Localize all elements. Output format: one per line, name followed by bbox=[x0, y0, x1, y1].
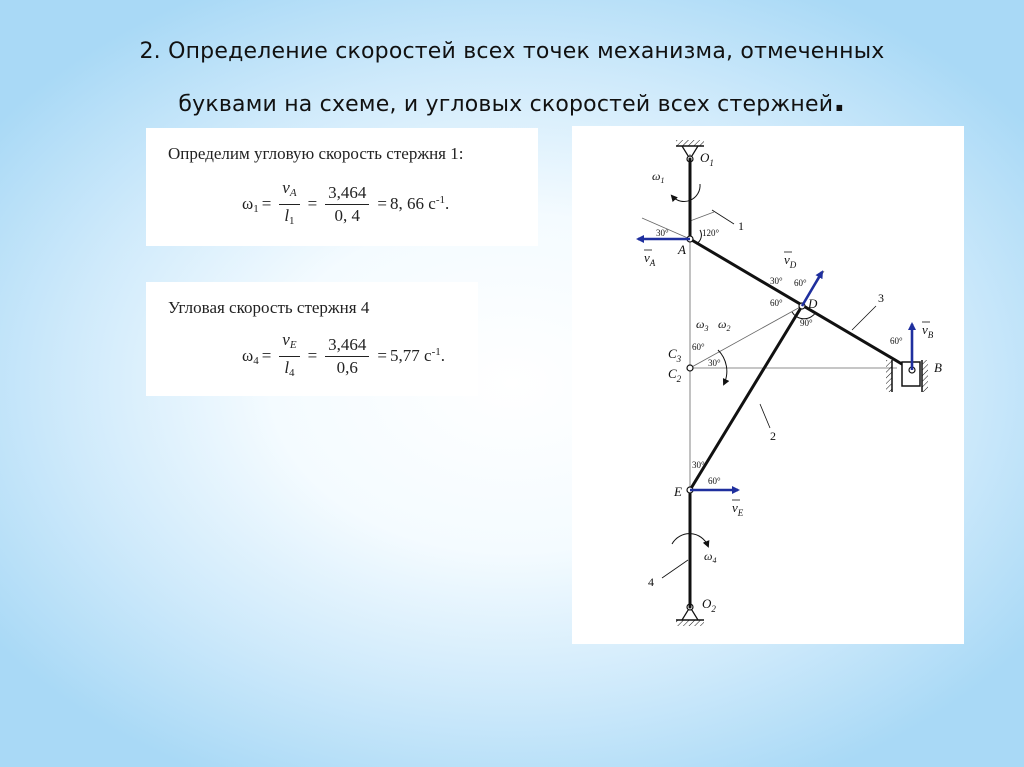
label-c2: $C_2$ bbox=[668, 366, 682, 384]
slider-b bbox=[886, 360, 928, 392]
angle-a-120: 120° bbox=[702, 228, 720, 238]
label-e: E bbox=[674, 484, 682, 499]
label-omega-4: $\omega_4$ bbox=[704, 549, 717, 565]
label-d: D bbox=[808, 296, 818, 311]
angle-c-60: 60° bbox=[692, 342, 705, 352]
angle-c-30: 30° bbox=[708, 358, 721, 368]
title-line-2: буквами на схеме, и угловых скоростей всех стержней bbox=[178, 92, 834, 117]
omega1-arc bbox=[672, 184, 700, 201]
omega4-result: 5,77 $с^{-1}$. bbox=[390, 346, 445, 365]
label-vA: $v_A$ bbox=[644, 250, 656, 268]
joints bbox=[687, 236, 915, 493]
omega4-formula-card bbox=[146, 282, 478, 396]
omega1-formula: $\omega_1$ = $\frac{v_A}{l_1}$ = $\frac{3,464}{0, 4}$ = 8, 66 $с^{-1}$. bbox=[242, 176, 449, 232]
omega1-fraction-symbolic: $\frac{v_A}{l_1}$ bbox=[279, 177, 299, 232]
mechanism-diagram bbox=[572, 126, 964, 644]
joint-c bbox=[687, 365, 693, 371]
label-omega-2: $\omega_2$ bbox=[718, 317, 731, 333]
omega1-heading: Определим угловую скорость стержня 1: bbox=[168, 144, 464, 163]
label-vE: $v_E$ bbox=[732, 500, 744, 518]
rod-label-leaders bbox=[662, 210, 876, 578]
label-rod-1: 1 bbox=[738, 219, 744, 233]
label-rod-4: 4 bbox=[648, 575, 654, 589]
omega4-lhs: $\omega_4$ bbox=[242, 345, 259, 367]
rod-2 bbox=[690, 306, 802, 490]
label-omega-3: $\omega_3$ bbox=[696, 317, 709, 333]
omega1-fraction-numeric: $\frac{3,464}{0, 4}$ bbox=[325, 182, 369, 227]
point-labels bbox=[668, 150, 942, 614]
angle-e-60: 60° bbox=[708, 476, 721, 486]
omega1-lhs: $\omega_1$ bbox=[242, 193, 259, 215]
label-b: B bbox=[934, 360, 942, 375]
title-dot: . bbox=[833, 81, 846, 119]
label-o2: $O_2$ bbox=[702, 596, 716, 614]
label-rod-3: 3 bbox=[878, 291, 884, 305]
rod-labels bbox=[648, 219, 884, 589]
omega4-heading: Угловая скорость стержня 4 bbox=[168, 298, 370, 317]
angle-d-90: 90° bbox=[800, 318, 813, 328]
slide-title bbox=[40, 28, 984, 129]
label-o1: $O_1$ bbox=[700, 150, 714, 168]
label-vD: $v_D$ bbox=[784, 252, 797, 270]
angle-d-30: 30° bbox=[770, 276, 783, 286]
label-omega-1: $\omega_1$ bbox=[652, 169, 665, 185]
angle-d-60-top: 60° bbox=[794, 278, 807, 288]
angle-e-30: 30° bbox=[692, 460, 705, 470]
mechanism-svg bbox=[572, 126, 964, 644]
rods bbox=[690, 159, 912, 607]
angle-b-60: 60° bbox=[890, 336, 903, 346]
label-c3: $C_3$ bbox=[668, 346, 682, 364]
omega4-fraction-numeric: $\frac{3,464}{0,6}$ bbox=[325, 334, 369, 379]
rotation-arcs bbox=[672, 184, 816, 546]
omega4-formula: $\omega_4$ = $\frac{v_E}{l_4}$ = $\frac{3,464}{0,6}$ = 5,77 $с^{-1}$. bbox=[242, 328, 445, 384]
angle-a-30: 30° bbox=[656, 228, 669, 238]
angle-labels bbox=[656, 228, 903, 486]
angle-d-60-left: 60° bbox=[770, 298, 783, 308]
title-line-1: 2. Определение скоростей всех точек механизма, отмеченных bbox=[139, 39, 885, 64]
label-rod-2: 2 bbox=[770, 429, 776, 443]
label-vB: $v_B$ bbox=[922, 322, 934, 340]
omega1-result: 8, 66 $с^{-1}$. bbox=[390, 194, 450, 213]
omega1-formula-card bbox=[146, 128, 538, 246]
omega4-fraction-symbolic: $\frac{v_E}{l_4}$ bbox=[279, 329, 299, 384]
label-a: A bbox=[678, 242, 686, 257]
